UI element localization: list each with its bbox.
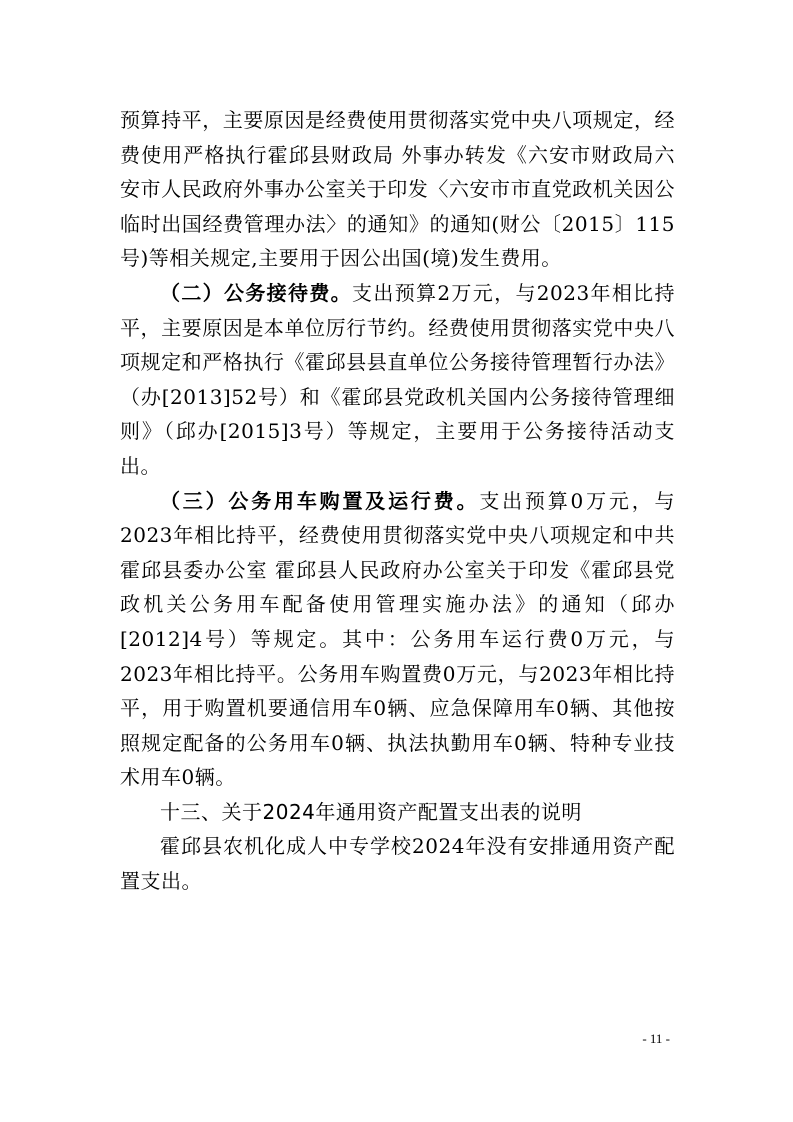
vehicle-expenses-heading: （三）公务用车购置及运行费。 [160, 488, 480, 513]
paragraph-vehicle-expenses [120, 484, 675, 795]
vehicle-expenses-text: 支出预算0万元，与2023年相比持平，经费使用贯彻落实党中央八项规定和中共霍邱县委办公室 霍邱县人民政府办公室关于印发《霍邱县党政机关公务用车配备使用管理实施办法》的通知（邱办[2012]4号）等规定。其中：公务用车运行费0万元，与2023年相比持平。公务用车购置费0万元，与2023年相比持平，用于购置机要通信用车0辆、应急保障用车0辆、其他按照规定配备的公务用车0辆、执法执勤用车0辆、特种专业技术用车0辆。 [120, 488, 675, 790]
page-number: - 11 - [642, 1031, 670, 1046]
reception-expenses-heading: （二）公务接待费。 [160, 280, 353, 305]
page-body [120, 103, 675, 899]
paragraph-reception-expenses [120, 276, 675, 484]
section-heading-general-assets: 十三、关于2024年通用资产配置支出表的说明 [160, 799, 582, 824]
paragraph-text: 预算持平，主要原因是经费使用贯彻落实党中央八项规定，经费使用严格执行霍邱县财政局 外事办转发《六安市财政局六安市人民政府外事办公室关于印发〈六安市市直党政机关因公临时出国经费管理办法〉的通知》的通知(财公〔2015〕115号)等相关规定,主要用于因公出国(境)发生费用。 [120, 108, 675, 271]
paragraph-general-assets [120, 829, 675, 898]
reception-expenses-text: 支出预算2万元，与2023年相比持平，主要原因是本单位厉行节约。经费使用贯彻落实党中央八项规定和严格执行《霍邱县县直单位公务接待管理暂行办法》（办[2013]52号）和《霍邱县党政机关国内公务接待管理细则》（邱办[2015]3号）等规定，主要用于公务接待活动支出。 [120, 280, 676, 478]
general-assets-text: 霍邱县农机化成人中专学校2024年没有安排通用资产配置支出。 [120, 834, 675, 894]
paragraph-foreign-travel-continued [120, 103, 675, 276]
